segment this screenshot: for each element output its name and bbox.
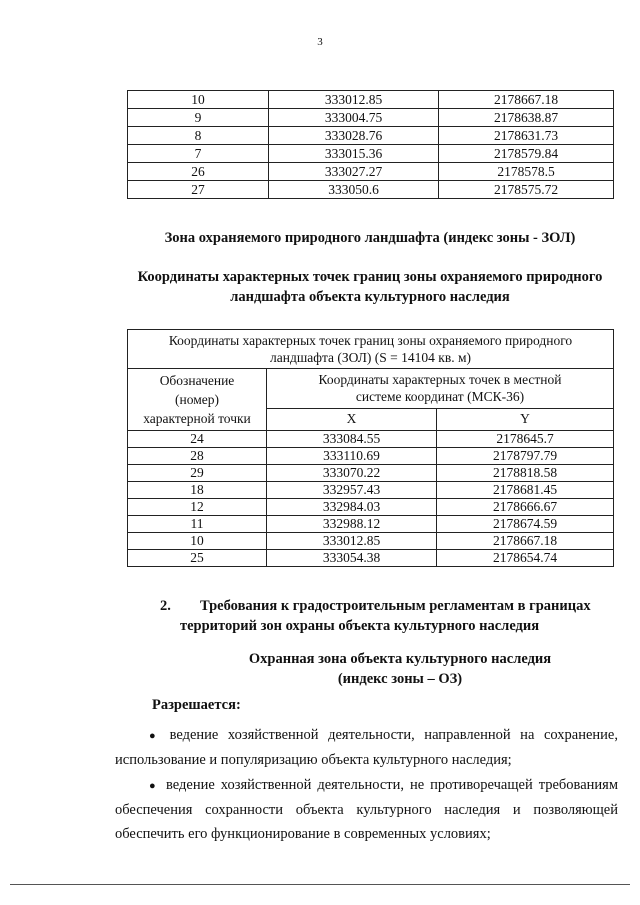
point-number-cell: 8 [128,127,269,145]
table-row [128,145,614,163]
table-row [128,533,614,550]
x-coordinate-cell: 333050.6 [269,181,439,199]
table-row [128,465,614,482]
point-number-cell: 10 [128,533,267,550]
table-row [128,431,614,448]
x-coordinate-cell: 333012.85 [267,533,437,550]
bullet-icon: ● [149,780,159,792]
point-number-cell: 27 [128,181,269,199]
coords-title-line1: Координаты характерных точек границ зоны охраняемого природного [137,269,603,285]
x-coordinate-cell: 333015.36 [269,145,439,163]
point-number-cell: 18 [128,482,267,499]
y-coordinate-cell: 2178681.45 [437,482,614,499]
x-coordinate-cell: 333027.27 [269,163,439,181]
point-number-cell: 26 [128,163,269,181]
section-number: 2. [160,598,171,614]
table-row [128,448,614,465]
table-row [128,499,614,516]
table-row [128,482,614,499]
point-number-cell: 9 [128,109,269,127]
y-coordinate-cell: 2178667.18 [439,91,614,109]
y-coordinate-cell: 2178797.79 [437,448,614,465]
table-row [128,91,614,109]
table-row [128,550,614,567]
y-coordinate-cell: 2178579.84 [439,145,614,163]
protection-zone-line1: Охранная зона объекта культурного наследия [248,651,552,667]
table-row [128,181,614,199]
point-header-line2: (номер) [175,392,219,407]
y-coordinate-cell: 2178818.58 [437,465,614,482]
point-number-cell: 11 [128,516,267,533]
x-coordinate-cell: 332984.03 [267,499,437,516]
point-number-cell: 25 [128,550,267,567]
y-coordinate-cell: 2178631.73 [439,127,614,145]
bottom-divider [10,884,630,885]
coordinate-system-header [267,369,614,409]
zone-title: Зона охраняемого природного ландшафта (индекс зоны - ЗОЛ) [164,230,576,246]
y-coordinate-cell: 2178645.7 [437,431,614,448]
section-title-line1: Требования к градостроительным регламентам в границах [200,598,591,614]
table-caption-row [128,330,614,369]
zol-coordinates-table [127,329,614,567]
point-number-cell: 24 [128,431,267,448]
point-number-cell: 28 [128,448,267,465]
x-coordinate-cell: 332957.43 [267,482,437,499]
y-coordinate-cell: 2178674.59 [437,516,614,533]
x-coordinate-cell: 333012.85 [269,91,439,109]
x-coordinate-cell: 333028.76 [269,127,439,145]
y-coordinate-cell: 2178667.18 [437,533,614,550]
x-coordinate-cell: 333084.55 [267,431,437,448]
point-header-line1: Обозначение [159,373,235,388]
x-coordinate-cell: 333070.22 [267,465,437,482]
x-coordinate-cell: 333054.38 [267,550,437,567]
table-row [128,127,614,145]
protection-zone-line2: (индекс зоны – ОЗ) [337,671,463,687]
x-coordinate-cell: 333110.69 [267,448,437,465]
bullet-icon: ● [149,730,162,742]
coord-header-line1: Координаты характерных точек в местной [318,372,562,388]
point-number-cell: 12 [128,499,267,516]
point-number-cell: 7 [128,145,269,163]
point-number-cell: 10 [128,91,269,109]
coords-title-line2: ландшафта объекта культурного наследия [230,289,510,305]
coord-header-line2: системе координат (МСК-36) [355,389,525,405]
table-caption-line1: Координаты характерных точек границ зоны охраняемого природного [168,333,573,348]
point-number-cell: 29 [128,465,267,482]
protection-zone-heading [200,649,600,689]
table-row [128,516,614,533]
y-coordinate-cell: 2178578.5 [439,163,614,181]
table-caption [128,330,614,369]
allowed-label: Разрешается: [152,697,241,713]
x-coordinate-cell: 332988.12 [267,516,437,533]
list-item [115,723,618,772]
x-coordinate-cell: 333004.75 [269,109,439,127]
table-row [128,109,614,127]
y-coordinate-cell: 2178654.74 [437,550,614,567]
section-title-line2: территорий зон охраны объекта культурного наследия [180,618,540,634]
x-column-header: X [267,408,437,430]
y-coordinate-cell: 2178638.87 [439,109,614,127]
table-row [128,163,614,181]
list-item [115,773,618,846]
table-caption-line2: ландшафта (ЗОЛ) (S = 14104 кв. м) [270,350,471,365]
y-coordinate-cell: 2178575.72 [439,181,614,199]
coordinates-table-continuation [127,90,614,199]
point-designation-header [128,369,267,431]
list-item-text: ведение хозяйственной деятельности, не противоречащей требованиям обеспечения сохранности объекта культурного наследия и позволяющей обеспечить его функционирование в современных условиях; [115,777,618,842]
point-header-line3: характерной точки [143,411,251,426]
y-column-header: Y [437,408,614,430]
y-coordinate-cell: 2178666.67 [437,499,614,516]
table-header-row [128,369,614,409]
page-number: 3 [317,36,323,48]
list-item-text: ведение хозяйственной деятельности, направленной на сохранение, использование и популяризацию объекта культурного наследия; [115,727,618,768]
